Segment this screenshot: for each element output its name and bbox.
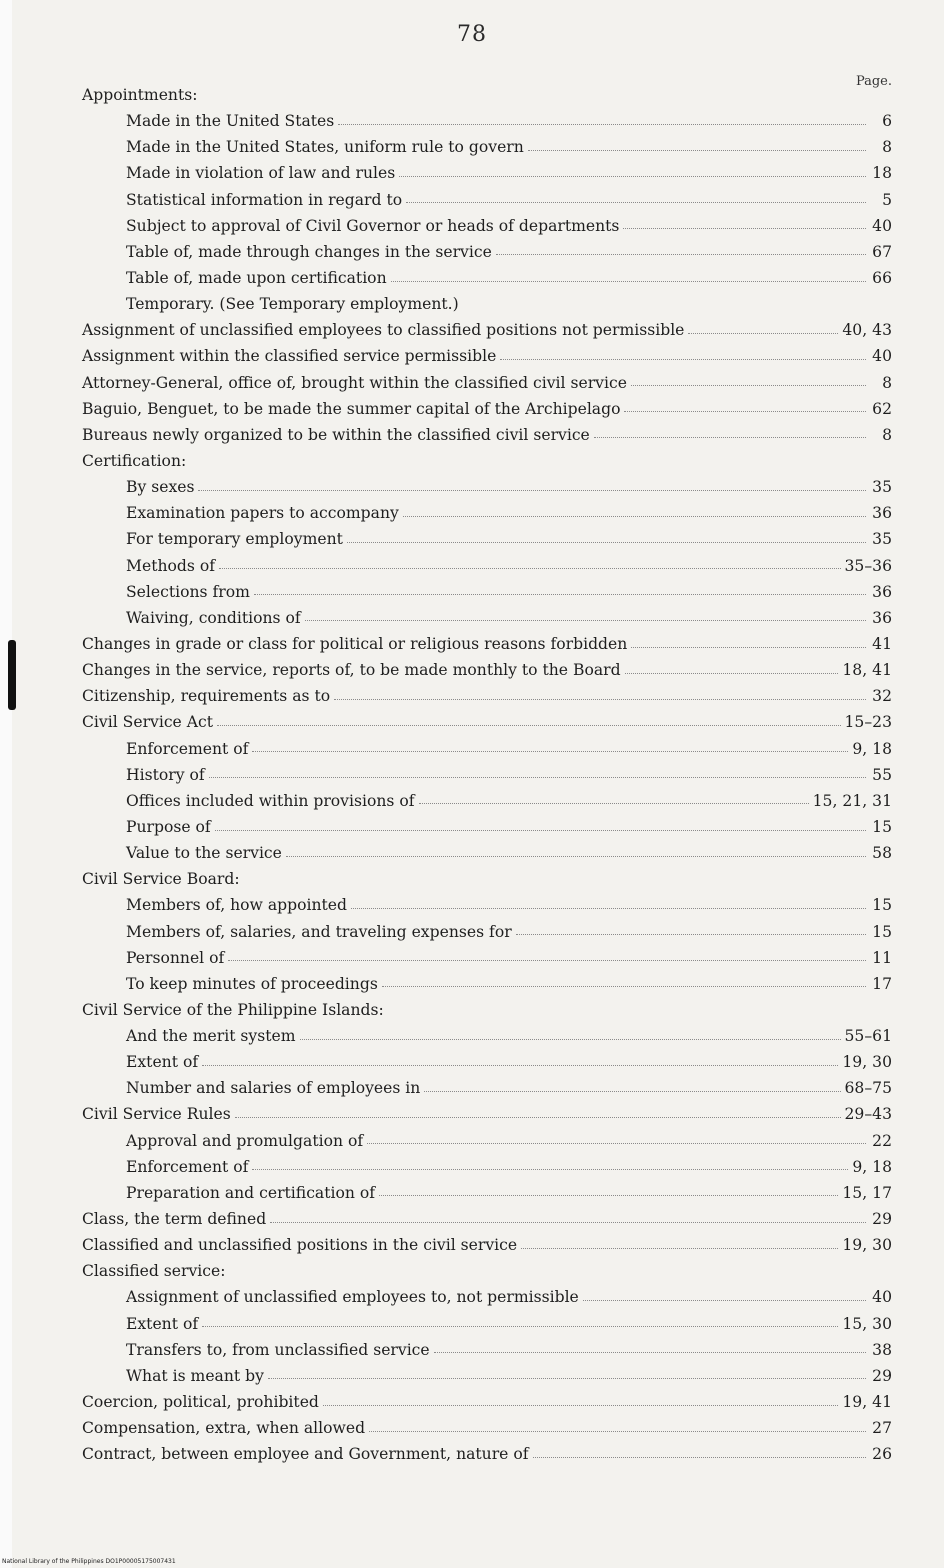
entry-pages: 15	[872, 896, 892, 915]
dot-leader	[583, 1290, 866, 1301]
entry-pages: 29	[872, 1366, 892, 1385]
entry-text: Table of, made upon certification	[126, 268, 387, 287]
entry-text: Appointments:	[82, 86, 198, 104]
entry-text: Civil Service Rules	[82, 1105, 231, 1124]
entry-text: Compensation, extra, when allowed	[82, 1419, 366, 1438]
entry-pages: 19, 30	[842, 1236, 892, 1255]
entry-pages: 55–61	[844, 1027, 892, 1046]
entry-text: Enforcement of	[126, 739, 249, 758]
index-subentry	[82, 1180, 892, 1206]
entry-pages: 67	[872, 242, 892, 261]
entry-pages: 68–75	[844, 1079, 892, 1098]
entry-pages: 22	[872, 1131, 892, 1150]
entry-text: Changes in grade or class for political or religious reasons forbidden	[82, 634, 628, 653]
index-subentry	[82, 1311, 892, 1337]
index-subentry	[82, 814, 892, 840]
entry-text: Made in the United States	[126, 112, 335, 131]
index-entry	[82, 370, 892, 396]
index-entries	[82, 82, 892, 1467]
entry-pages: 35	[872, 478, 892, 497]
entry-text: For temporary employment	[126, 530, 343, 549]
page-number: 78	[457, 22, 487, 47]
index-entry	[82, 1415, 892, 1441]
entry-pages: 9, 18	[852, 1157, 892, 1176]
dot-leader	[623, 218, 866, 229]
dot-leader	[631, 637, 866, 648]
dot-leader	[625, 663, 839, 674]
index-subentry	[82, 1023, 892, 1049]
entry-text: Transfers to, from unclassified service	[126, 1340, 430, 1359]
dot-leader	[528, 140, 866, 151]
entry-text: Baguio, Benguet, to be made the summer capital of the Archipelago	[82, 399, 621, 418]
entry-pages: 8	[882, 138, 892, 157]
dot-leader	[338, 114, 866, 125]
entry-pages: 29–43	[844, 1105, 892, 1124]
entry-pages: 5	[882, 190, 892, 209]
entry-pages: 17	[872, 974, 892, 993]
entry-text: Value to the service	[126, 844, 282, 863]
entry-pages: 15	[872, 922, 892, 941]
index-subentry	[82, 108, 892, 134]
entry-text: Enforcement of	[126, 1157, 249, 1176]
dot-leader	[270, 1212, 866, 1223]
entry-text: Class, the term defined	[82, 1210, 267, 1229]
entry-pages: 36	[872, 582, 892, 601]
entry-text: Preparation and certification of	[126, 1183, 376, 1202]
index-subentry	[82, 213, 892, 239]
entry-text: Temporary. (See Temporary employment.)	[126, 295, 459, 314]
entry-text: Purpose of	[126, 817, 211, 836]
entry-text: Statistical information in regard to	[126, 190, 403, 209]
entry-text: Assignment of unclassified employees to classified positions not permissible	[82, 321, 685, 340]
entry-pages: 41	[872, 634, 892, 653]
index-entry	[82, 866, 892, 892]
entry-text: Assignment within the classified service permissible	[82, 347, 497, 366]
dot-leader	[202, 1055, 838, 1066]
index-subentry	[82, 239, 892, 265]
index-subentry	[82, 1363, 892, 1389]
entry-pages: 29	[872, 1210, 892, 1229]
index-entry	[82, 1441, 892, 1467]
index-entry	[82, 709, 892, 735]
dot-leader	[367, 1133, 866, 1144]
dot-leader	[323, 1395, 838, 1406]
binding-mark	[8, 640, 16, 710]
dot-leader	[391, 271, 866, 282]
entry-text: Made in the United States, uniform rule to govern	[126, 138, 524, 157]
index-subentry	[82, 971, 892, 997]
entry-text: Examination papers to accompany	[126, 504, 399, 523]
entry-text: Made in violation of law and rules	[126, 164, 396, 183]
entry-text: Classified and unclassified positions in the civil service	[82, 1236, 518, 1255]
entry-pages: 40, 43	[842, 321, 892, 340]
entry-pages: 55	[872, 765, 892, 784]
index-subentry	[82, 291, 892, 317]
entry-pages: 15, 17	[842, 1183, 892, 1202]
index-entry	[82, 683, 892, 709]
entry-pages: 36	[872, 608, 892, 627]
entry-pages: 6	[882, 112, 892, 131]
dot-leader	[533, 1447, 866, 1458]
entry-text: Extent of	[126, 1053, 199, 1072]
dot-leader	[382, 976, 866, 987]
index-subentry	[82, 265, 892, 291]
dot-leader	[399, 166, 866, 177]
entry-pages: 15, 30	[842, 1314, 892, 1333]
index-subentry	[82, 762, 892, 788]
entry-pages: 8	[882, 425, 892, 444]
entry-text: Selections from	[126, 582, 250, 601]
entry-text: Table of, made through changes in the service	[126, 242, 492, 261]
dot-leader	[419, 793, 809, 804]
dot-leader	[631, 375, 866, 386]
dot-leader	[300, 1029, 841, 1040]
index-subentry	[82, 892, 892, 918]
entry-text: Personnel of	[126, 948, 225, 967]
entry-pages: 15–23	[844, 713, 892, 732]
entry-pages: 9, 18	[852, 739, 892, 758]
index-entry	[82, 657, 892, 683]
dot-leader	[347, 532, 866, 543]
entry-text: Methods of	[126, 556, 215, 575]
entry-text: Members of, how appointed	[126, 896, 348, 915]
dot-leader	[286, 846, 866, 857]
entry-text: Civil Service of the Philippine Islands:	[82, 1000, 384, 1019]
entry-text: Civil Service Board:	[82, 870, 240, 889]
dot-leader	[594, 427, 866, 438]
dot-leader	[434, 1342, 866, 1353]
dot-leader	[521, 1238, 838, 1249]
dot-leader	[500, 349, 866, 360]
entry-text: And the merit system	[126, 1027, 296, 1046]
index-subentry	[82, 605, 892, 631]
index-subentry	[82, 1154, 892, 1180]
dot-leader	[516, 924, 866, 935]
entry-pages: 15	[872, 817, 892, 836]
entry-pages: 26	[872, 1445, 892, 1464]
page-gutter	[0, 0, 12, 1568]
entry-text: Certification:	[82, 451, 187, 470]
index-entry	[82, 343, 892, 369]
entry-text: Changes in the service, reports of, to be made monthly to the Board	[82, 661, 621, 680]
entry-text: To keep minutes of proceedings	[126, 974, 378, 993]
dot-leader	[219, 558, 841, 569]
index-subentry	[82, 788, 892, 814]
entry-pages: 19, 30	[842, 1053, 892, 1072]
entry-pages: 19, 41	[842, 1393, 892, 1412]
entry-pages: 40	[872, 347, 892, 366]
index-subentry	[82, 840, 892, 866]
entry-pages: 38	[872, 1340, 892, 1359]
index-entry	[82, 1258, 892, 1284]
entry-text: History of	[126, 765, 205, 784]
dot-leader	[424, 1081, 840, 1092]
index-entry	[82, 1389, 892, 1415]
dot-leader	[252, 741, 848, 752]
entry-pages: 62	[872, 399, 892, 418]
scan-footer: National Library of the Philippines DO1P00005175007431	[2, 1558, 176, 1565]
entry-pages: 18, 41	[842, 661, 892, 680]
index-entry	[82, 997, 892, 1023]
entry-pages: 15, 21, 31	[812, 791, 892, 810]
entry-pages: 35	[872, 530, 892, 549]
entry-pages: 40	[872, 216, 892, 235]
entry-text: Extent of	[126, 1314, 199, 1333]
dot-leader	[351, 898, 866, 909]
index-subentry	[82, 134, 892, 160]
index-subentry	[82, 919, 892, 945]
dot-leader	[215, 820, 866, 831]
entry-text: Offices included within provisions of	[126, 791, 415, 810]
dot-leader	[496, 244, 866, 255]
entry-pages: 40	[872, 1288, 892, 1307]
dot-leader	[252, 1159, 848, 1170]
dot-leader	[406, 192, 866, 203]
index-entry	[82, 1101, 892, 1127]
dot-leader	[305, 610, 866, 621]
dot-leader	[202, 1316, 838, 1327]
index-entry	[82, 422, 892, 448]
index-subentry	[82, 579, 892, 605]
index-entry	[82, 631, 892, 657]
dot-leader	[209, 767, 866, 778]
entry-text: Number and salaries of employees in	[126, 1079, 421, 1098]
index-subentry	[82, 945, 892, 971]
dot-leader	[198, 480, 866, 491]
index-subentry	[82, 474, 892, 500]
index-subentry	[82, 500, 892, 526]
entry-text: Classified service:	[82, 1262, 226, 1281]
index-entry	[82, 317, 892, 343]
dot-leader	[254, 584, 866, 595]
dot-leader	[688, 323, 838, 334]
entry-text: Contract, between employee and Government, nature of	[82, 1445, 529, 1464]
dot-leader	[403, 506, 866, 517]
entry-text: Civil Service Act	[82, 713, 214, 732]
dot-leader	[268, 1368, 866, 1379]
index-entry	[82, 1232, 892, 1258]
entry-text: Assignment of unclassified employees to, not permissible	[126, 1288, 579, 1307]
entry-text: Subject to approval of Civil Governor or heads of departments	[126, 216, 620, 235]
entry-text: Members of, salaries, and traveling expenses for	[126, 922, 512, 941]
entry-pages: 8	[882, 373, 892, 392]
index-entry	[82, 448, 892, 474]
entry-pages: 11	[872, 948, 892, 967]
index-subentry	[82, 1049, 892, 1075]
dot-leader	[379, 1185, 838, 1196]
index-subentry	[82, 526, 892, 552]
entry-pages: 58	[872, 844, 892, 863]
entry-pages: 66	[872, 268, 892, 287]
entry-text: Attorney-General, office of, brought within the classified civil service	[82, 373, 627, 392]
entry-text: Approval and promulgation of	[126, 1131, 364, 1150]
entry-text: Coercion, political, prohibited	[82, 1393, 319, 1412]
entry-text: Bureaus newly organized to be within the classified civil service	[82, 425, 590, 444]
dot-leader	[217, 715, 841, 726]
index-subentry	[82, 553, 892, 579]
entry-pages: 18	[872, 164, 892, 183]
entry-pages: 32	[872, 687, 892, 706]
entry-pages: 35–36	[844, 556, 892, 575]
index-subentry	[82, 160, 892, 186]
index-subentry	[82, 1284, 892, 1310]
index-subentry	[82, 736, 892, 762]
entry-text: What is meant by	[126, 1366, 264, 1385]
dot-leader	[369, 1421, 866, 1432]
entry-pages: 36	[872, 504, 892, 523]
entry-text: Citizenship, requirements as to	[82, 687, 331, 706]
index-entry	[82, 396, 892, 422]
index-entry	[82, 1206, 892, 1232]
dot-leader	[235, 1107, 841, 1118]
entry-text: By sexes	[126, 478, 195, 497]
entry-pages: 27	[872, 1419, 892, 1438]
entry-text: Waiving, conditions of	[126, 608, 301, 627]
dot-leader	[334, 689, 866, 700]
dot-leader	[624, 401, 866, 412]
index-subentry	[82, 1337, 892, 1363]
dot-leader	[228, 950, 866, 961]
index-entry	[82, 82, 892, 108]
index-subentry	[82, 1075, 892, 1101]
index-subentry	[82, 1128, 892, 1154]
index-subentry	[82, 187, 892, 213]
page-column-header: Page.	[855, 74, 892, 89]
